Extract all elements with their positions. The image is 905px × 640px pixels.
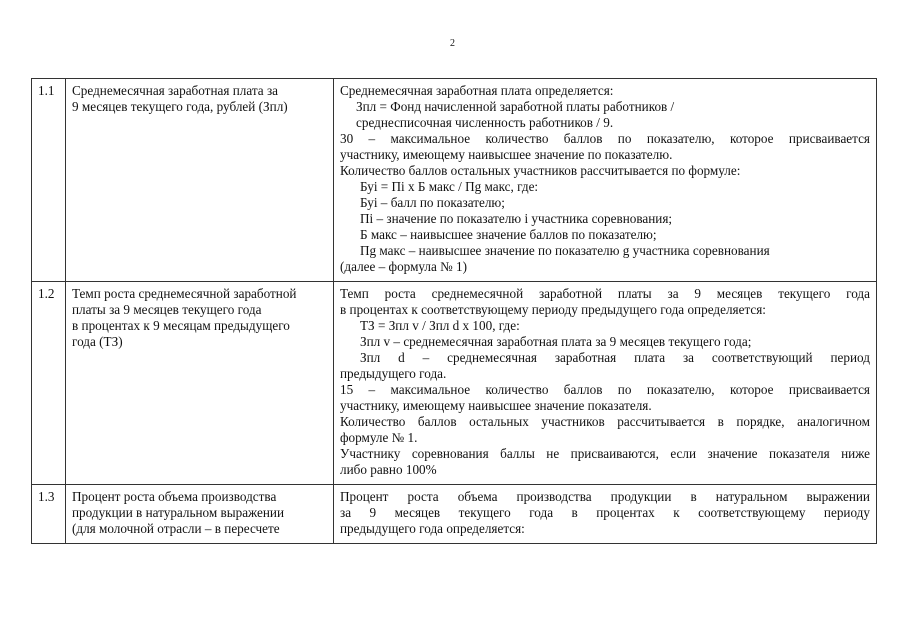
description-line: 15 – максимальное количество баллов по показателю, которое присваивается: [340, 382, 870, 397]
description-line: Буi = Пi х Б макс / Пg макс, где:: [360, 179, 539, 194]
description-line: участнику, имеющему наивысшее значение показателя.: [340, 398, 652, 413]
description-line: (далее – формула № 1): [340, 259, 468, 274]
calculation-description: [334, 485, 877, 544]
description-line: Зпл = Фонд начисленной заработной платы работников /: [356, 99, 675, 114]
indicator-name-line: 9 месяцев текущего года, рублей (Зпл): [72, 99, 288, 114]
description-line: Б макс – наивысшее значение баллов по показателю;: [360, 227, 657, 242]
description-line: Зпл v – среднемесячная заработная плата за 9 месяцев текущего года;: [360, 334, 752, 349]
table-row: [32, 282, 877, 485]
indicator-name-line: (для молочной отрасли – в пересчете: [72, 521, 280, 536]
description-line: среднесписочная численность работников / 9.: [356, 115, 614, 130]
indicator-name: [66, 485, 334, 544]
indicator-name: [66, 79, 334, 282]
description-line: Пi – значение по показателю i участника соревнования;: [360, 211, 673, 226]
description-line: 30 – максимальное количество баллов по показателю, которое присваивается: [340, 131, 870, 146]
page-number: 2: [450, 38, 455, 49]
description-line: ТЗ = Зпл v / Зпл d х 100, где:: [360, 318, 520, 333]
calculation-description: [334, 79, 877, 282]
description-line: формуле № 1.: [340, 430, 418, 445]
indicator-name-line: Процент роста объема производства: [72, 489, 277, 504]
description-line: в процентах к соответствующему периоду предыдущего года определяется:: [340, 302, 766, 317]
row-number: 1.3: [32, 485, 66, 544]
description-line: Темп роста среднемесячной заработной платы за 9 месяцев текущего года: [340, 286, 870, 301]
table-row: [32, 485, 877, 544]
description-line: либо равно 100%: [340, 462, 437, 477]
description-line: предыдущего года определяется:: [340, 521, 525, 536]
indicator-name-line: года (ТЗ): [72, 334, 123, 349]
indicator-name-line: продукции в натуральном выражении: [72, 505, 285, 520]
description-line: Среднемесячная заработная плата определяется:: [340, 83, 614, 98]
indicator-name: [66, 282, 334, 485]
description-line: Пg макс – наивысшее значение по показателю g участника соревнования: [360, 243, 770, 258]
indicator-name-line: Темп роста среднемесячной заработной: [72, 286, 297, 301]
row-number: 1.2: [32, 282, 66, 485]
description-line: Буi – балл по показателю;: [360, 195, 505, 210]
description-line: участнику, имеющему наивысшее значение по показателю.: [340, 147, 673, 162]
calculation-description: [334, 282, 877, 485]
row-number: 1.1: [32, 79, 66, 282]
description-line: Участнику соревнования баллы не присваиваются, если значение показателя ниже: [340, 446, 870, 461]
description-line: Количество баллов остальных участников рассчитывается в порядке, аналогичном: [340, 414, 870, 429]
indicator-name-line: платы за 9 месяцев текущего года: [72, 302, 262, 317]
description-line: Зпл d – среднемесячная заработная плата за соответствующий период: [360, 350, 870, 365]
description-line: предыдущего года.: [340, 366, 447, 381]
indicator-name-line: в процентах к 9 месяцам предыдущего: [72, 318, 290, 333]
indicator-table: [31, 78, 877, 544]
indicator-name-line: Среднемесячная заработная плата за: [72, 83, 279, 98]
description-line: Количество баллов остальных участников рассчитывается по формуле:: [340, 163, 741, 178]
description-line: за 9 месяцев текущего года в процентах к соответствующему периоду: [340, 505, 870, 520]
description-line: Процент роста объема производства продукции в натуральном выражении: [340, 489, 870, 504]
table-row: [32, 79, 877, 282]
